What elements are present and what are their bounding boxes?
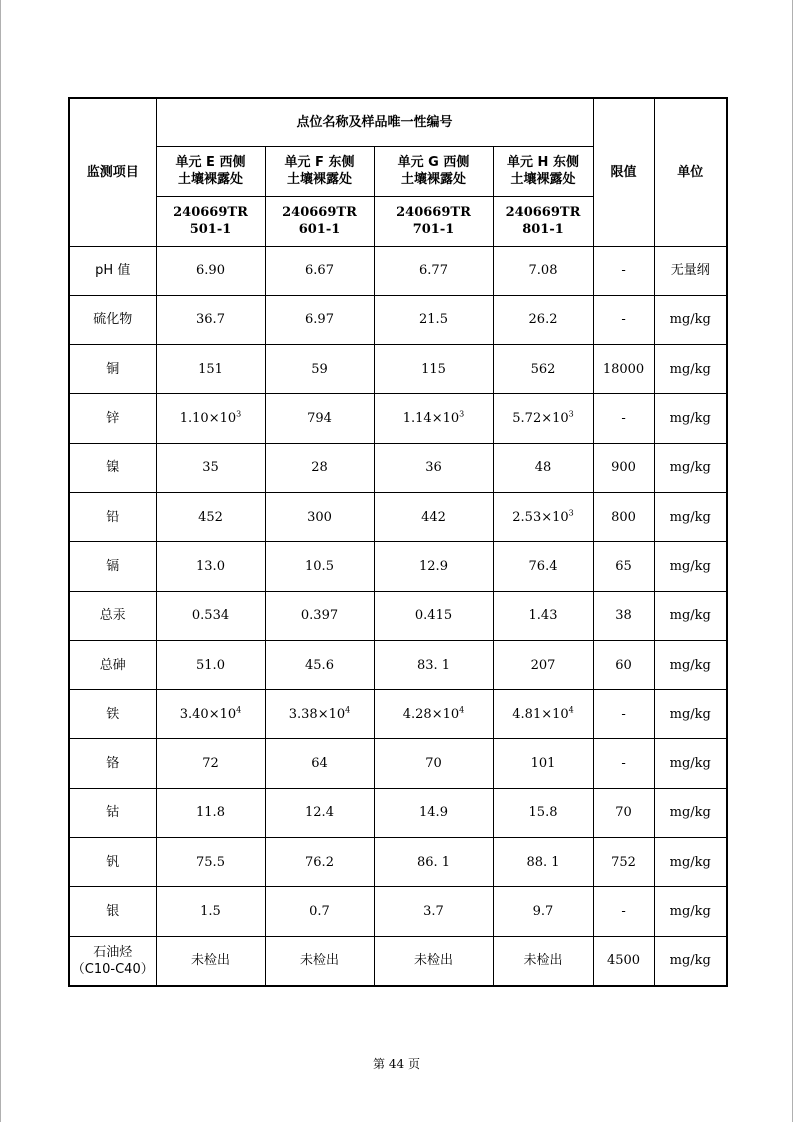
row-value bbox=[156, 443, 265, 492]
row-value bbox=[156, 788, 265, 837]
row-value: 未检出 bbox=[374, 936, 493, 986]
row-value bbox=[156, 640, 265, 689]
row-value bbox=[374, 887, 493, 936]
row-limit: - bbox=[593, 690, 654, 739]
row-value bbox=[265, 690, 374, 739]
row-value bbox=[493, 246, 593, 295]
value-text: 3.40×10 bbox=[179, 706, 237, 722]
row-unit: mg/kg bbox=[654, 887, 727, 936]
row-unit: 无量纲 bbox=[654, 246, 727, 295]
row-item: 镍 bbox=[69, 443, 156, 492]
row-unit: mg/kg bbox=[654, 295, 727, 344]
row-value bbox=[265, 492, 374, 541]
header-point-name bbox=[265, 146, 374, 196]
row-item-line1: 石油烃 bbox=[93, 944, 133, 960]
value-text: 1.14×10 bbox=[402, 411, 460, 427]
value-text: 14.9 bbox=[419, 805, 448, 821]
row-value bbox=[265, 394, 374, 443]
row-limit: - bbox=[593, 246, 654, 295]
value-text: 9.7 bbox=[532, 904, 554, 919]
value-text: 36.7 bbox=[196, 312, 225, 328]
point-name-line1: 单元 H 东侧 bbox=[507, 155, 579, 170]
row-limit: 800 bbox=[593, 492, 654, 541]
header-sample-code bbox=[265, 196, 374, 246]
row-value bbox=[374, 295, 493, 344]
row-unit: mg/kg bbox=[654, 838, 727, 887]
row-value bbox=[493, 443, 593, 492]
row-value bbox=[493, 739, 593, 788]
row-value bbox=[156, 690, 265, 739]
point-name-line2: 土壤裸露处 bbox=[286, 172, 352, 187]
table-row bbox=[69, 887, 727, 936]
header-point-name bbox=[156, 146, 265, 196]
row-limit: - bbox=[593, 295, 654, 344]
row-item: 铅 bbox=[69, 492, 156, 541]
row-value bbox=[493, 542, 593, 591]
point-name-line1: 单元 G 西侧 bbox=[397, 155, 470, 170]
row-value bbox=[374, 246, 493, 295]
value-text: 70 bbox=[425, 756, 442, 772]
row-limit: 38 bbox=[593, 591, 654, 640]
row-value bbox=[265, 443, 374, 492]
row-value bbox=[374, 739, 493, 788]
table-row bbox=[69, 345, 727, 394]
row-value bbox=[493, 640, 593, 689]
row-value bbox=[156, 739, 265, 788]
row-unit: mg/kg bbox=[654, 936, 727, 986]
row-limit: 18000 bbox=[593, 345, 654, 394]
table-row bbox=[69, 246, 727, 295]
row-item: 总汞 bbox=[69, 591, 156, 640]
row-limit: 60 bbox=[593, 640, 654, 689]
row-value bbox=[265, 591, 374, 640]
header-point-name bbox=[493, 146, 593, 196]
row-limit: 752 bbox=[593, 838, 654, 887]
value-text: 76.2 bbox=[305, 854, 334, 870]
row-unit: mg/kg bbox=[654, 788, 727, 837]
row-unit: mg/kg bbox=[654, 690, 727, 739]
page-edge-left bbox=[0, 0, 1, 1122]
header-unit: 单位 bbox=[654, 98, 727, 246]
row-unit: mg/kg bbox=[654, 394, 727, 443]
value-text: 6.90 bbox=[196, 263, 225, 279]
table-row bbox=[69, 492, 727, 541]
value-text: 64 bbox=[311, 756, 328, 772]
value-text: 15.8 bbox=[528, 805, 558, 821]
row-limit: - bbox=[593, 394, 654, 443]
row-value: 未检出 bbox=[265, 936, 374, 986]
value-text: 26.2 bbox=[528, 312, 558, 328]
row-value bbox=[493, 591, 593, 640]
value-exponent: 3 bbox=[568, 508, 574, 518]
row-limit: 4500 bbox=[593, 936, 654, 986]
sample-code-line2: 701-1 bbox=[412, 222, 455, 237]
row-item: 铬 bbox=[69, 739, 156, 788]
value-text: 45.6 bbox=[305, 657, 334, 673]
row-value bbox=[265, 542, 374, 591]
table-row bbox=[69, 788, 727, 837]
value-text: 207 bbox=[530, 657, 556, 673]
row-value bbox=[374, 640, 493, 689]
row-value bbox=[493, 394, 593, 443]
table-row bbox=[69, 739, 727, 788]
row-value bbox=[265, 295, 374, 344]
point-name-line2: 土壤裸露处 bbox=[400, 172, 466, 187]
value-text: 12.4 bbox=[305, 805, 334, 821]
value-text: 12.9 bbox=[419, 558, 448, 574]
row-value bbox=[374, 591, 493, 640]
row-value bbox=[156, 492, 265, 541]
value-exponent: 4 bbox=[236, 705, 242, 715]
value-text: 794 bbox=[307, 411, 332, 427]
row-value bbox=[493, 788, 593, 837]
value-text: 88. 1 bbox=[526, 854, 560, 870]
row-value bbox=[156, 345, 265, 394]
row-limit: 70 bbox=[593, 788, 654, 837]
row-unit: mg/kg bbox=[654, 345, 727, 394]
row-unit: mg/kg bbox=[654, 492, 727, 541]
row-value bbox=[265, 246, 374, 295]
row-item: 银 bbox=[69, 887, 156, 936]
value-text: 72 bbox=[202, 756, 219, 772]
value-text: 5.72×10 bbox=[512, 411, 569, 427]
row-item: 总砷 bbox=[69, 640, 156, 689]
value-text: 115 bbox=[421, 361, 446, 377]
value-text: 101 bbox=[530, 756, 556, 772]
row-value bbox=[493, 492, 593, 541]
row-item-line2: （C10-C40） bbox=[71, 961, 154, 977]
point-name-line1: 单元 E 西侧 bbox=[175, 155, 246, 170]
row-limit: - bbox=[593, 887, 654, 936]
row-item: 锌 bbox=[69, 394, 156, 443]
header-point-group: 点位名称及样品唯一性编号 bbox=[156, 98, 593, 146]
value-text: 452 bbox=[198, 509, 223, 525]
row-value bbox=[374, 394, 493, 443]
row-value bbox=[374, 345, 493, 394]
value-text: 151 bbox=[198, 361, 223, 377]
value-exponent: 3 bbox=[459, 409, 465, 419]
value-text: 0.415 bbox=[414, 608, 453, 624]
value-exponent: 3 bbox=[568, 409, 574, 419]
value-text: 3.38×10 bbox=[288, 706, 346, 722]
row-value bbox=[265, 739, 374, 788]
row-unit: mg/kg bbox=[654, 739, 727, 788]
value-text: 86. 1 bbox=[416, 854, 451, 870]
row-item: 硫化物 bbox=[69, 295, 156, 344]
table-row bbox=[69, 295, 727, 344]
row-value bbox=[265, 887, 374, 936]
page-number: 第 44 页 bbox=[373, 1057, 420, 1071]
value-exponent: 3 bbox=[236, 409, 242, 419]
value-text: 6.97 bbox=[305, 312, 334, 328]
row-value bbox=[493, 838, 593, 887]
row-limit: 900 bbox=[593, 443, 654, 492]
table-row bbox=[69, 640, 727, 689]
row-item bbox=[69, 936, 156, 986]
value-text: 562 bbox=[530, 361, 556, 377]
header-sample-code bbox=[374, 196, 493, 246]
sample-code-line2: 801-1 bbox=[522, 222, 564, 237]
value-text: 75.5 bbox=[196, 854, 225, 870]
value-text: 300 bbox=[307, 509, 332, 525]
row-value bbox=[374, 542, 493, 591]
row-limit: 65 bbox=[593, 542, 654, 591]
value-text: 2.53×10 bbox=[512, 509, 569, 525]
value-text: 83. 1 bbox=[416, 657, 451, 673]
row-limit: - bbox=[593, 739, 654, 788]
value-text: 59 bbox=[311, 361, 328, 377]
row-unit: mg/kg bbox=[654, 640, 727, 689]
row-item: 镉 bbox=[69, 542, 156, 591]
row-value bbox=[156, 295, 265, 344]
row-value bbox=[493, 690, 593, 739]
value-text: 76.4 bbox=[528, 558, 558, 574]
value-text: 11.8 bbox=[196, 805, 225, 821]
value-exponent: 4 bbox=[459, 705, 465, 715]
row-value bbox=[265, 788, 374, 837]
value-text: 51.0 bbox=[196, 657, 225, 673]
row-value bbox=[156, 887, 265, 936]
header-limit: 限值 bbox=[593, 98, 654, 246]
row-value bbox=[156, 838, 265, 887]
row-value bbox=[493, 295, 593, 344]
value-text: 6.67 bbox=[305, 263, 334, 279]
row-unit: mg/kg bbox=[654, 443, 727, 492]
table-row bbox=[69, 690, 727, 739]
row-value bbox=[156, 542, 265, 591]
value-text: 48 bbox=[534, 460, 552, 476]
value-text: 7.08 bbox=[528, 263, 558, 279]
sample-code-line2: 601-1 bbox=[298, 222, 341, 237]
point-name-line2: 土壤裸露处 bbox=[510, 172, 576, 187]
sample-code-line1: 240669TR bbox=[282, 205, 357, 220]
table-row bbox=[69, 591, 727, 640]
value-text: 21.5 bbox=[419, 312, 448, 328]
value-text: 36 bbox=[425, 460, 442, 476]
value-text: 4.28×10 bbox=[402, 706, 460, 722]
row-value bbox=[156, 394, 265, 443]
row-value: 未检出 bbox=[493, 936, 593, 986]
row-value bbox=[493, 887, 593, 936]
row-value: 未检出 bbox=[156, 936, 265, 986]
row-item: 钒 bbox=[69, 838, 156, 887]
row-value bbox=[374, 443, 493, 492]
row-value bbox=[265, 838, 374, 887]
sample-code-line1: 240669TR bbox=[505, 205, 581, 220]
row-value bbox=[156, 246, 265, 295]
table-row bbox=[69, 443, 727, 492]
table-row-petroleum bbox=[69, 936, 727, 986]
value-text: 0.397 bbox=[300, 608, 339, 624]
table-row bbox=[69, 542, 727, 591]
row-unit: mg/kg bbox=[654, 542, 727, 591]
table-row bbox=[69, 394, 727, 443]
row-value bbox=[374, 838, 493, 887]
value-text: 1.10×10 bbox=[179, 411, 237, 427]
value-text: 1.5 bbox=[200, 904, 221, 919]
row-item: 钴 bbox=[69, 788, 156, 837]
value-exponent: 4 bbox=[345, 705, 351, 715]
sample-code-line1: 240669TR bbox=[396, 205, 471, 220]
sample-code-line1: 240669TR bbox=[173, 205, 248, 220]
row-unit: mg/kg bbox=[654, 591, 727, 640]
row-value bbox=[374, 492, 493, 541]
point-name-line1: 单元 F 东侧 bbox=[284, 155, 355, 170]
value-text: 6.77 bbox=[419, 263, 448, 279]
row-value bbox=[374, 690, 493, 739]
value-text: 0.7 bbox=[309, 904, 330, 919]
value-text: 13.0 bbox=[196, 558, 225, 574]
value-text: 10.5 bbox=[305, 558, 334, 574]
row-value bbox=[265, 345, 374, 394]
row-value bbox=[156, 591, 265, 640]
row-item: pH 值 bbox=[69, 246, 156, 295]
row-value bbox=[265, 640, 374, 689]
value-text: 3.7 bbox=[423, 904, 444, 919]
value-exponent: 4 bbox=[568, 705, 574, 715]
sample-code-line2: 501-1 bbox=[189, 222, 232, 237]
row-item: 铁 bbox=[69, 690, 156, 739]
monitoring-results-table bbox=[68, 97, 728, 987]
point-name-line2: 土壤裸露处 bbox=[177, 172, 243, 187]
header-row-1 bbox=[69, 98, 727, 146]
table-row bbox=[69, 838, 727, 887]
value-text: 35 bbox=[202, 460, 219, 476]
value-text: 1.43 bbox=[528, 608, 558, 624]
header-point-name bbox=[374, 146, 493, 196]
value-text: 442 bbox=[421, 509, 446, 525]
row-value bbox=[374, 788, 493, 837]
value-text: 4.81×10 bbox=[512, 706, 569, 722]
header-sample-code bbox=[493, 196, 593, 246]
row-value bbox=[493, 345, 593, 394]
header-sample-code bbox=[156, 196, 265, 246]
value-text: 0.534 bbox=[191, 608, 230, 624]
row-item: 铜 bbox=[69, 345, 156, 394]
header-item: 监测项目 bbox=[69, 98, 156, 246]
value-text: 28 bbox=[311, 460, 328, 476]
